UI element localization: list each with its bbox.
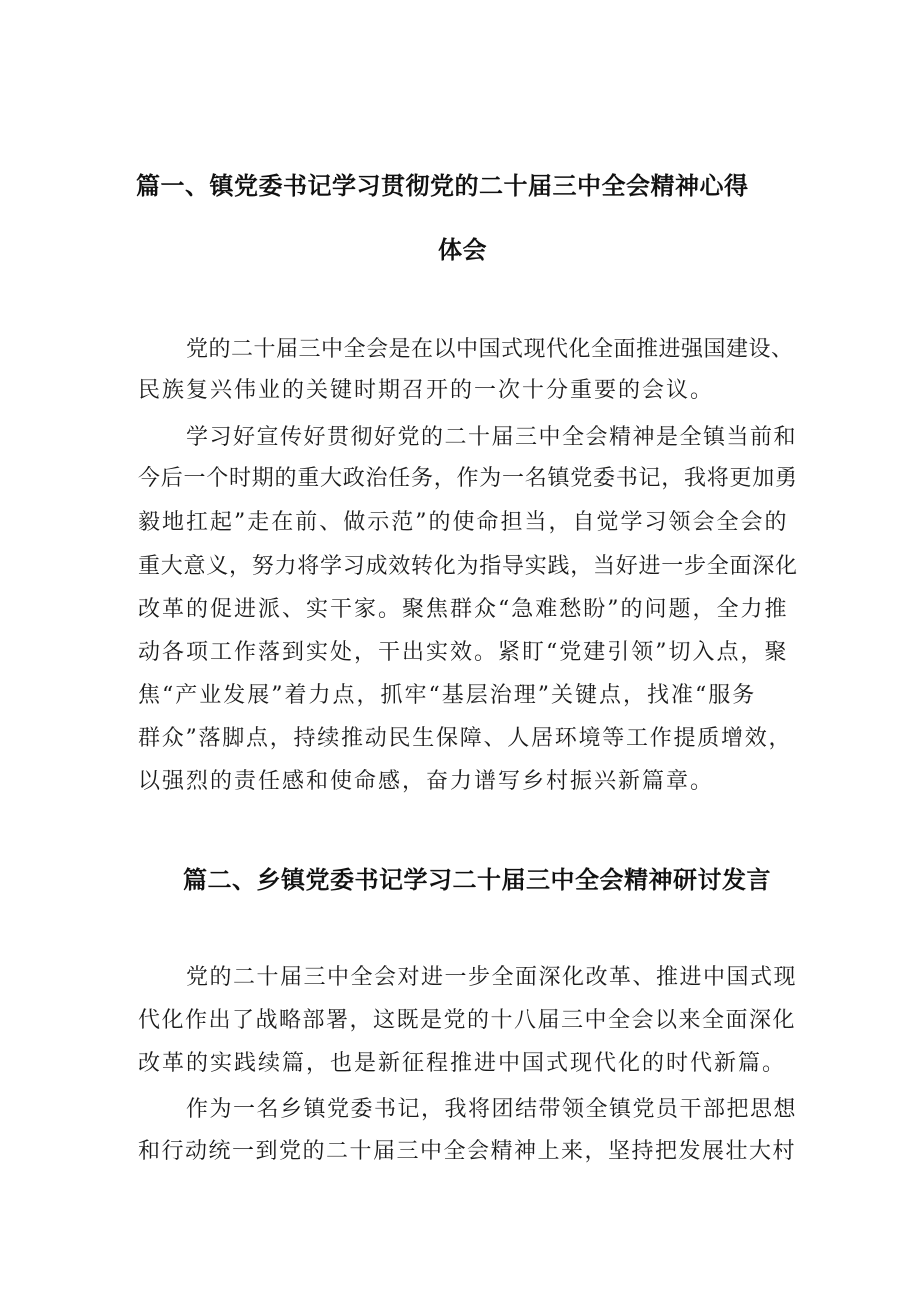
paragraph-line: 毅地扛起”走在前、做示范”的使命担当，自觉学习领会全会的 [138, 510, 789, 535]
section2-title: 篇二、乡镇党委书记学习二十届三中全会精神研讨发言 [183, 866, 771, 894]
paragraph-line: 代化作出了战略部署，这既是党的十八届三中全会以来全面深化 [138, 1008, 797, 1033]
paragraph-line: 重大意义，努力将学习成效转化为指导实践，当好进一步全面深化 [138, 554, 798, 579]
paragraph-line: 改革的实践续篇，也是新征程推进中国式现代化的时代新篇。 [138, 1051, 787, 1076]
paragraph-line: 作为一名乡镇党委书记，我将团结带领全镇党员干部把思想 [186, 1097, 798, 1122]
section1-title-line1: 篇一、镇党委书记学习贯彻党的二十届三中全会精神心得 [136, 172, 749, 200]
paragraph-line: 以强烈的责任感和使命感，奋力谱写乡村振兴新篇章。 [138, 769, 715, 794]
paragraph-line: 动各项工作落到实处，干出实效。紧盯“党建引领”切入点，聚 [138, 640, 789, 665]
paragraph-line: 改革的促进派、实干家。聚焦群众“急难愁盼”的问题，全力推 [138, 597, 789, 622]
paragraph-line: 和行动统一到党的二十届三中全会精神上来，坚持把发展壮大村 [138, 1139, 797, 1164]
paragraph-line: 党的二十届三中全会是在以中国式现代化全面推进强国建设、 [186, 337, 794, 362]
paragraph-line: 群众”落脚点，持续推动民生保障、人居环境等工作提质增效， [138, 726, 793, 751]
paragraph-line: 学习好宣传好贯彻好党的二十届三中全会精神是全镇当前和 [186, 425, 798, 450]
paragraph-line: 焦“产业发展”着力点，抓牢“基层治理”关键点，找准“服务 [138, 683, 757, 708]
paragraph-line: 民族复兴伟业的关键时期召开的一次十分重要的会议。 [138, 378, 715, 403]
section1-title-line2: 体会 [438, 236, 487, 264]
paragraph-line: 党的二十届三中全会对进一步全面深化改革、推进中国式现 [186, 965, 798, 990]
paragraph-line: 今后一个时期的重大政治任务，作为一名镇党委书记，我将更加勇 [138, 466, 798, 491]
